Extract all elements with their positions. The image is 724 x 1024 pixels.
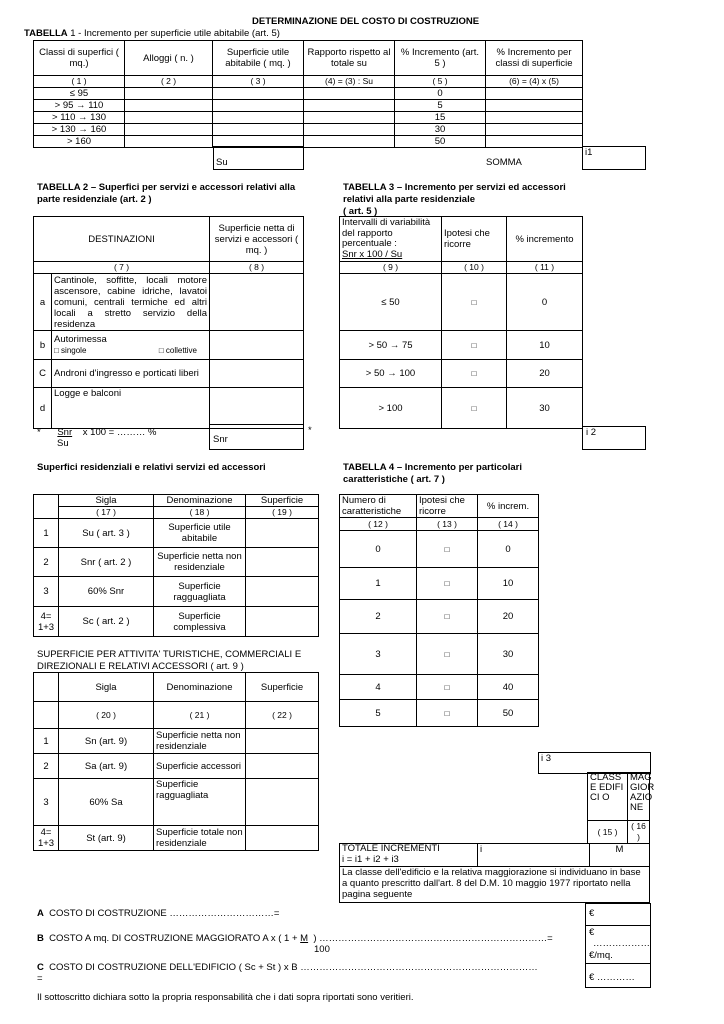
t2-sup-input[interactable] [210, 360, 304, 388]
table3 [339, 216, 583, 429]
t1-pct: 0 [395, 88, 486, 100]
table-row [34, 826, 319, 851]
t4-code: ( 13 ) [417, 518, 478, 531]
table3-title-article: ( art. 5 ) [343, 206, 378, 217]
cost-b-line: B COSTO A mq. DI COSTRUZIONE MAGGIORATO A x ( 1 + M ) ………………………………………………………………= [37, 933, 553, 944]
t3-range: > 50 → 75 [340, 331, 442, 360]
t3-header: Ipotesi che ricorre [442, 217, 507, 262]
table-row [340, 675, 539, 700]
t4-pct: 0 [478, 531, 539, 568]
tur-code: ( 21 ) [154, 702, 246, 729]
t3-checkbox[interactable]: □ [442, 274, 507, 331]
res-num: 3 [34, 577, 59, 607]
t1-header: Alloggi ( n. ) [125, 41, 213, 76]
t1-pct: 15 [395, 112, 486, 124]
t1-pct: 5 [395, 100, 486, 112]
classe-header: CLASS E EDIFICI O [588, 773, 628, 821]
table-row [340, 531, 539, 568]
tur-code: ( 22 ) [246, 702, 319, 729]
table-row [34, 729, 319, 754]
classe-note: La classe dell'edificio e la relativa maggiorazione si individuano in base a quanto prescritto dall'art. 8 del D.M. 10 maggio 1977 riportato nella pagina seguente [340, 867, 650, 903]
table-row [34, 577, 319, 607]
declaration-text: Il sottoscritto dichiara sotto la propria responsabilità che i dati sopra riportati sono veritieri. [37, 992, 414, 1003]
table-row [34, 88, 583, 100]
totale-table [339, 843, 650, 903]
t2-header-dest: DESTINAZIONI [34, 217, 210, 262]
t3-code: ( 10 ) [442, 262, 507, 274]
res-num: 1 [34, 519, 59, 548]
table1 [33, 40, 583, 148]
res-sup-input[interactable] [246, 548, 319, 577]
table-row [340, 700, 539, 727]
res-sup-input[interactable] [246, 577, 319, 607]
table2 [33, 216, 304, 429]
t1-header: % Incremento per classi di superficie [486, 41, 583, 76]
t1-header: Classi di superfici ( mq.) [34, 41, 125, 76]
m-cell[interactable]: M [590, 844, 650, 867]
t1-class: > 130 → 160 [34, 124, 125, 136]
tourist-table [33, 672, 319, 851]
t1-code: ( 1 ) [34, 76, 125, 88]
t3-code: ( 11 ) [507, 262, 583, 274]
res-code: ( 19 ) [246, 507, 319, 519]
residential-table [33, 494, 319, 637]
snr-formula: * Snr x 100 = ……… % [37, 427, 157, 438]
res-sigla: Snr ( art. 2 ) [59, 548, 154, 577]
t2-key: C [34, 360, 52, 388]
table-row [340, 568, 539, 600]
t3-range: ≤ 50 [340, 274, 442, 331]
t4-pct: 30 [478, 634, 539, 675]
t1-code: ( 2 ) [125, 76, 213, 88]
t2-key: a [34, 274, 52, 331]
t4-num: 3 [340, 634, 417, 675]
t4-header: Ipotesi che ricorre [417, 495, 478, 518]
table-row [34, 100, 583, 112]
t4-checkbox[interactable]: □ [417, 700, 478, 727]
res-denom: Superficie complessiva [154, 607, 246, 637]
t4-num: 4 [340, 675, 417, 700]
t3-header-range: Intervalli di variabilità del rapporto percentuale : Snr x 100 / Su [340, 217, 442, 262]
singole-checkbox[interactable]: □ singole [54, 346, 87, 355]
t2-dest: Cantinole, soffitte, locali motore ascensore, cabine idriche, lavatoi comuni, centrali termiche ed altri locali a stretto servizio della residenza [52, 274, 210, 331]
t4-checkbox[interactable]: □ [417, 568, 478, 600]
table-row [340, 388, 583, 429]
cost-b-currency: € [589, 927, 595, 938]
res-sigla: Sc ( art. 2 ) [59, 607, 154, 637]
table-row [34, 607, 319, 637]
classe-code: ( 15 ) [588, 821, 628, 844]
t3-pct: 20 [507, 360, 583, 388]
table-row [340, 274, 583, 331]
t4-pct: 10 [478, 568, 539, 600]
t1-class: > 160 [34, 136, 125, 148]
res-header: Sigla [59, 495, 154, 507]
t3-header: % incremento [507, 217, 583, 262]
t4-header: % increm. [478, 495, 539, 518]
classe-table [587, 772, 655, 844]
table4 [339, 494, 539, 727]
i-cell[interactable]: i [478, 844, 590, 867]
t3-checkbox[interactable]: □ [442, 360, 507, 388]
table-row [34, 360, 304, 388]
t1-code: ( 5 ) [395, 76, 486, 88]
t1-class: > 95 → 110 [34, 100, 125, 112]
t3-pct: 10 [507, 331, 583, 360]
t2-dest: Logge e balconi [52, 388, 210, 429]
t1-pct: 50 [395, 136, 486, 148]
res-code: ( 17 ) [59, 507, 154, 519]
t4-checkbox[interactable]: □ [417, 531, 478, 568]
tur-sup-input[interactable] [246, 754, 319, 779]
table3-title: TABELLA 3 – Incremento per servizi ed accessori relativi alla parte residenziale [343, 182, 566, 205]
table1-title: TABELLA 1 - Incremento per superficie utile abitabile (art. 5) [24, 28, 280, 39]
tourist-title: SUPERFICIE PER ATTIVITA' TURISTICHE, COMMERCIALI E DIREZIONALI E RELATIVI ACCESSORI ( art. 9 ) [37, 649, 302, 672]
t4-pct: 20 [478, 600, 539, 634]
somma-label: SOMMA [486, 157, 522, 168]
table-row [340, 634, 539, 675]
i2-cell[interactable]: i 2 [582, 426, 646, 450]
t3-code: ( 9 ) [340, 262, 442, 274]
t2-header-sup: Superficie netta di servizi e accessori ( mq. ) [210, 217, 304, 262]
t4-code: ( 14 ) [478, 518, 539, 531]
su-cell[interactable]: Su [213, 146, 304, 170]
tur-code: ( 20 ) [59, 702, 154, 729]
tur-sigla: 60% Sa [59, 779, 154, 826]
tur-sigla: Sn (art. 9) [59, 729, 154, 754]
t4-num: 5 [340, 700, 417, 727]
t4-checkbox[interactable]: □ [417, 634, 478, 675]
t1-class: ≤ 95 [34, 88, 125, 100]
t4-pct: 50 [478, 700, 539, 727]
t4-checkbox[interactable]: □ [417, 675, 478, 700]
table-row [34, 331, 304, 360]
tur-sigla: St (art. 9) [59, 826, 154, 851]
t4-num: 0 [340, 531, 417, 568]
tur-denom: Superficie netta non residenziale [154, 729, 246, 754]
tur-header: Superficie [246, 673, 319, 702]
tur-num: 3 [34, 779, 59, 826]
t3-checkbox[interactable]: □ [442, 331, 507, 360]
document-title: DETERMINAZIONE DEL COSTO DI COSTRUZIONE [252, 16, 480, 27]
res-num: 2 [34, 548, 59, 577]
cost-b-value[interactable]: ……………… [593, 938, 650, 949]
table2-title: TABELLA 2 – Superfici per servizi e accessori relativi alla parte residenziale (art. 2 ) [37, 182, 296, 205]
t1-header: % Incremento (art. 5 ) [395, 41, 486, 76]
table-row [34, 779, 319, 826]
t3-range: > 50 → 100 [340, 360, 442, 388]
tur-num: 2 [34, 754, 59, 779]
t1-header: Superficie utile abitabile ( mq. ) [213, 41, 304, 76]
t2-sup-input[interactable] [210, 331, 304, 360]
t2-sup-input[interactable] [210, 274, 304, 331]
tur-num: 1 [34, 729, 59, 754]
table-row [34, 754, 319, 779]
totale-incrementi: TOTALE INCREMENTI i = i1 + i2 + i3 [340, 844, 478, 867]
tur-denom: Superficie totale non residenziale [154, 826, 246, 851]
table-row [34, 112, 583, 124]
table-row [34, 124, 583, 136]
formula-denominator: Su [57, 438, 69, 449]
res-sigla: 60% Snr [59, 577, 154, 607]
residential-title: Superfici residenziali e relativi servizi ed accessori [37, 462, 266, 473]
divider [585, 925, 651, 926]
res-sigla: Su ( art. 3 ) [59, 519, 154, 548]
t1-code: (4) = (3) : Su [304, 76, 395, 88]
res-header: Denominazione [154, 495, 246, 507]
tur-num: 4= 1+3 [34, 826, 59, 851]
tur-denom: Superficie accessori [154, 754, 246, 779]
t4-num: 2 [340, 600, 417, 634]
table-row [34, 274, 304, 331]
res-sup-input[interactable] [246, 607, 319, 637]
cost-a-value[interactable]: € [589, 908, 595, 919]
t2-code: ( 8 ) [210, 262, 304, 274]
star-note: * [308, 425, 312, 436]
res-denom: Superficie ragguagliata [154, 577, 246, 607]
snr-result-cell[interactable]: Snr [209, 424, 304, 450]
divider [585, 963, 651, 964]
table-row [340, 331, 583, 360]
cost-a-line: A COSTO DI COSTRUZIONE ……………………………= [37, 908, 280, 919]
t2-dest: Androni d'ingresso e porticati liberi [52, 360, 210, 388]
tur-sup-input[interactable] [246, 729, 319, 754]
table-row [340, 600, 539, 634]
tur-sigla: Sa (art. 9) [59, 754, 154, 779]
maggiorazione-header: MAG GIOR AZIO NE [628, 773, 650, 821]
res-code: ( 18 ) [154, 507, 246, 519]
cost-c-equal: = [37, 973, 43, 984]
t3-pct: 30 [507, 388, 583, 429]
tur-header: Denominazione [154, 673, 246, 702]
table-row [340, 360, 583, 388]
table-row [34, 136, 583, 148]
table-row [34, 548, 319, 577]
cost-b-denominator: 100 [314, 944, 330, 955]
t4-code: ( 12 ) [340, 518, 417, 531]
t1-class: > 110 → 130 [34, 112, 125, 124]
tur-denom: Superficie ragguagliata [154, 779, 246, 826]
collettive-checkbox[interactable]: □ collettive [158, 346, 198, 355]
i3-cell[interactable]: i 3 [538, 752, 651, 774]
tur-sup-input[interactable] [246, 779, 319, 826]
table-row [34, 388, 304, 429]
t2-code: ( 7 ) [34, 262, 210, 274]
t4-num: 1 [340, 568, 417, 600]
res-denom: Superficie utile abitabile [154, 519, 246, 548]
table-row [34, 519, 319, 548]
t4-pct: 40 [478, 675, 539, 700]
t2-key: d [34, 388, 52, 429]
classe-code: ( 16 ) [628, 821, 650, 844]
t3-pct: 0 [507, 274, 583, 331]
res-num: 4= 1+3 [34, 607, 59, 637]
t2-sup-input[interactable] [210, 388, 304, 429]
t4-checkbox[interactable]: □ [417, 600, 478, 634]
cost-c-value[interactable]: € ………… [589, 972, 635, 983]
table4-title: TABELLA 4 – Incremento per particolari caratteristiche ( art. 7 ) [343, 462, 522, 485]
tur-sup-input[interactable] [246, 826, 319, 851]
t1-header: Rapporto rispetto al totale su [304, 41, 395, 76]
t1-code: (6) = (4) x (5) [486, 76, 583, 88]
t1-pct: 30 [395, 124, 486, 136]
t2-key: b [34, 331, 52, 360]
tur-header: Sigla [59, 673, 154, 702]
i1-cell[interactable]: i1 [582, 146, 646, 170]
t3-range: > 100 [340, 388, 442, 429]
cost-b-unit: €/mq. [589, 950, 613, 961]
res-denom: Superficie netta non residenziale [154, 548, 246, 577]
cost-c-line: C COSTO DI COSTRUZIONE DELL'EDIFICIO ( Sc + St ) x B ………………………………………………………………… [37, 962, 538, 973]
t4-header: Numero di caratteristiche [340, 495, 417, 518]
res-header: Superficie [246, 495, 319, 507]
res-sup-input[interactable] [246, 519, 319, 548]
t1-code: ( 3 ) [213, 76, 304, 88]
t3-checkbox[interactable]: □ [442, 388, 507, 429]
t2-dest-autorimessa: Autorimessa □ singole □ collettive [52, 331, 210, 360]
